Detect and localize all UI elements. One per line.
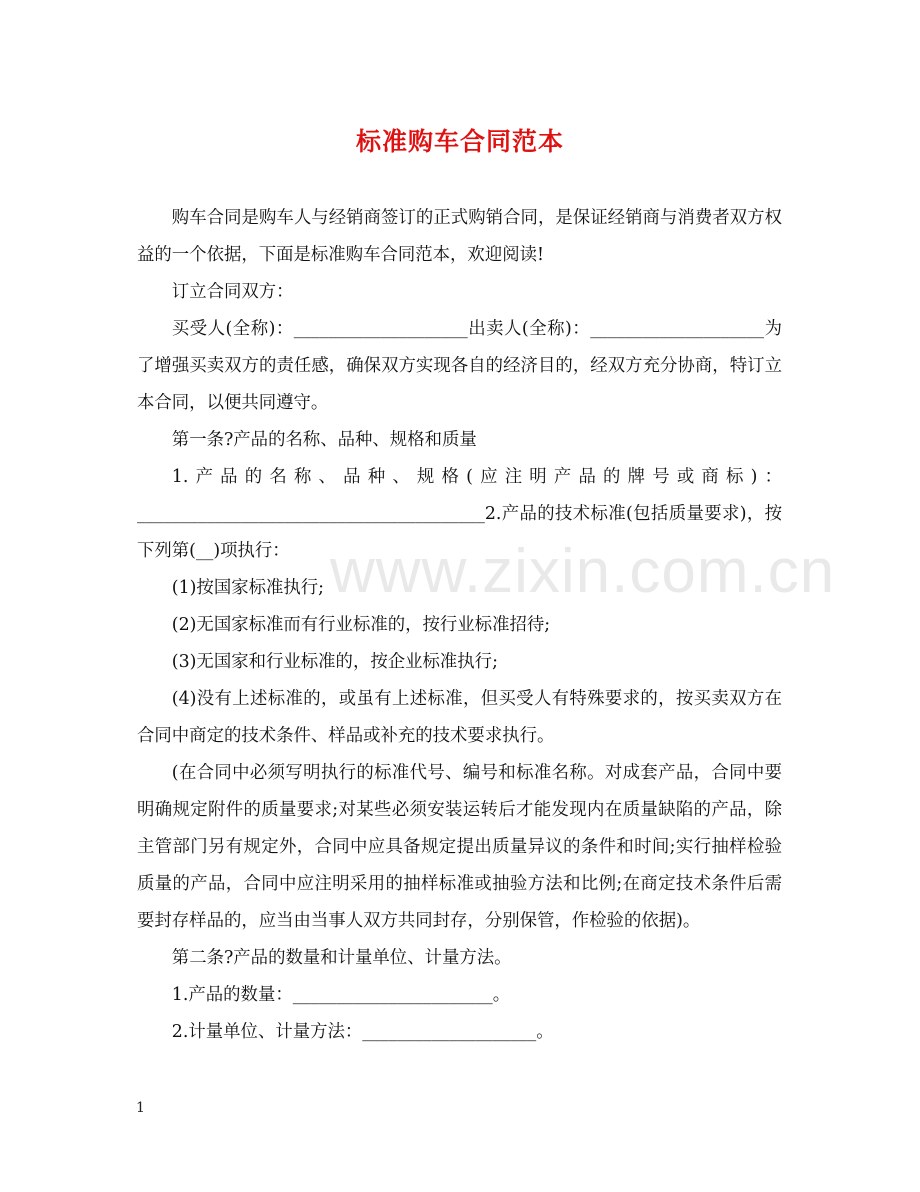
paragraph-product-name: 1.产品的名称、品种、规格(应注明产品的牌号或商标)：________________________________________2.产品的技术标准(包括质量要求)，按下列第(__)项执行： [137, 467, 782, 561]
paragraph-intro: 购车合同是购车人与经销商签订的正式购销合同，是保证经销商与消费者双方权益的一个依据，下面是标准购车合同范本，欢迎阅读! [137, 208, 782, 265]
paragraph-unit: 2.计量单位、计量方法：____________________。 [171, 1022, 554, 1042]
paragraph-article-2: 第二条?产品的数量和计量单位、计量方法。 [171, 948, 512, 968]
paragraph-article-1: 第一条?产品的名称、品种、规格和质量 [171, 430, 477, 450]
page-number: 1 [136, 1100, 145, 1116]
paragraph-buyer-seller: 买受人(全称)：____________________出卖人(全称)：____________________为了增强买卖双方的责任感，确保双方实现各自的经济目的，经双方充分协商，特订立本合同，以便共同遵守。 [137, 319, 782, 413]
paragraph-standard-3: (3)无国家和行业标准的，按企业标准执行; [171, 652, 498, 672]
paragraph-standard-4: (4)没有上述标准的，或虽有上述标准，但买受人有特殊要求的，按买卖双方在合同中商定的技术条件、样品或补充的技术要求执行。 [137, 689, 782, 746]
document-body [137, 200, 782, 1051]
document-title: 标准购车合同范本 [355, 127, 564, 156]
paragraph-parties: 订立合同双方： [171, 282, 294, 302]
paragraph-standard-2: (2)无国家标准而有行业标准的，按行业标准招待; [171, 615, 551, 635]
paragraph-standard-1: (1)按国家标准执行; [171, 578, 325, 598]
paragraph-quantity: 1.产品的数量：_______________________。 [171, 985, 511, 1005]
paragraph-note: (在合同中必须写明执行的标准代号、编号和标准名称。对成套产品，合同中要明确规定附件的质量要求;对某些必须安装运转后才能发现内在质量缺陷的产品，除主管部门另有规定外，合同中应具备规定提出质量异议的条件和时间;实行抽样检验质量的产品，合同中应注明采用的抽样标准或抽验方法和比例;在商定技术条件后需要封存样品的，应当由当事人双方共同封存，分别保管，作检验的依据)。 [137, 763, 782, 931]
watermark: www.zixin.com.cn [330, 537, 836, 606]
